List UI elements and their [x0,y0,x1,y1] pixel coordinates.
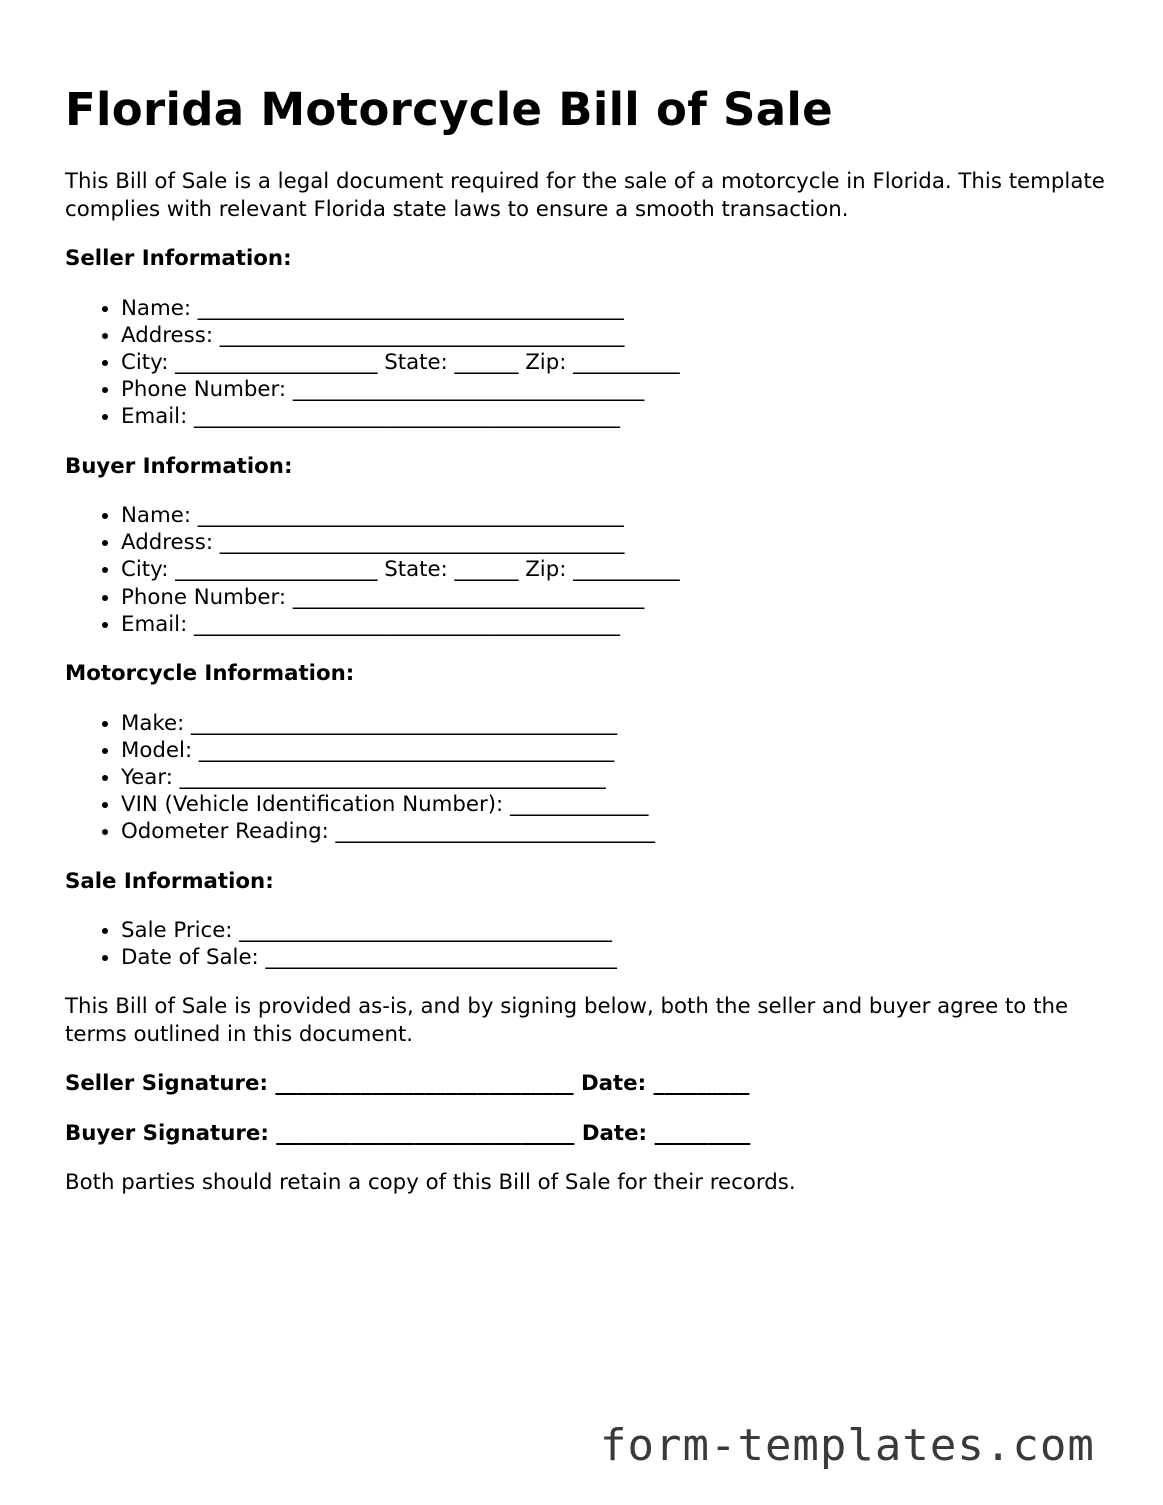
buyer-signature-line[interactable]: Buyer Signature: ____________________________ Date: _________ [65,1120,751,1146]
buyer-fields [65,502,1105,638]
buyer-email-field[interactable]: • Email: ________________________________________ [121,611,1105,638]
retain-note: Both parties should retain a copy of this Bill of Sale for their records. [65,1170,796,1196]
motorcycle-model-field[interactable]: • Model: _______________________________________ [121,737,1105,764]
seller-heading: Seller Information: [65,246,292,271]
document-page [65,78,1105,1197]
buyer-phone-field[interactable]: • Phone Number: _________________________________ [121,584,1105,611]
document-title: Florida Motorcycle Bill of Sale [65,83,833,136]
motorcycle-odometer-field[interactable]: • Odometer Reading: ______________________________ [121,818,1105,845]
seller-address-field[interactable]: • Address: ______________________________________ [121,322,1105,349]
seller-signature-line[interactable]: Seller Signature: ____________________________ Date: _________ [65,1071,750,1097]
seller-email-field[interactable]: • Email: ________________________________________ [121,403,1105,430]
sale-price-field[interactable]: • Sale Price: ___________________________________ [121,917,1105,944]
seller-phone-field[interactable]: • Phone Number: _________________________________ [121,376,1105,403]
motorcycle-fields [65,710,1105,846]
sale-heading: Sale Information: [65,868,274,894]
closing-paragraph: This Bill of Sale is provided as-is, and by signing below, both the seller and buyer agree to the terms outlined in this document. [65,994,1069,1047]
buyer-name-field[interactable]: • Name: ________________________________________ [121,502,1105,529]
sale-date-field[interactable]: • Date of Sale: _________________________________ [121,944,1105,971]
sale-fields [65,917,1105,971]
intro-paragraph: This Bill of Sale is a legal document required for the sale of a motorcycle in Florida. This template complies with relevant Florida state laws to ensure a smooth transaction. [65,169,1105,222]
buyer-address-field[interactable]: • Address: ______________________________________ [121,529,1105,556]
seller-city-state-zip-field[interactable]: • City: ___________________ State: ______ Zip: __________ [121,349,1105,376]
seller-fields [65,295,1105,431]
motorcycle-heading: Motorcycle Information: [65,661,355,687]
watermark: form-templates.com [600,1420,1095,1471]
seller-name-field[interactable]: • Name: ________________________________________ [121,295,1105,322]
motorcycle-make-field[interactable]: • Make: ________________________________________ [121,710,1105,737]
motorcycle-year-field[interactable]: • Year: ________________________________________ [121,764,1105,791]
buyer-heading: Buyer Information: [65,453,293,479]
buyer-city-state-zip-field[interactable]: • City: ___________________ State: ______ Zip: __________ [121,556,1105,583]
motorcycle-vin-field[interactable]: • VIN (Vehicle Identification Number): _____________ [121,791,1105,818]
